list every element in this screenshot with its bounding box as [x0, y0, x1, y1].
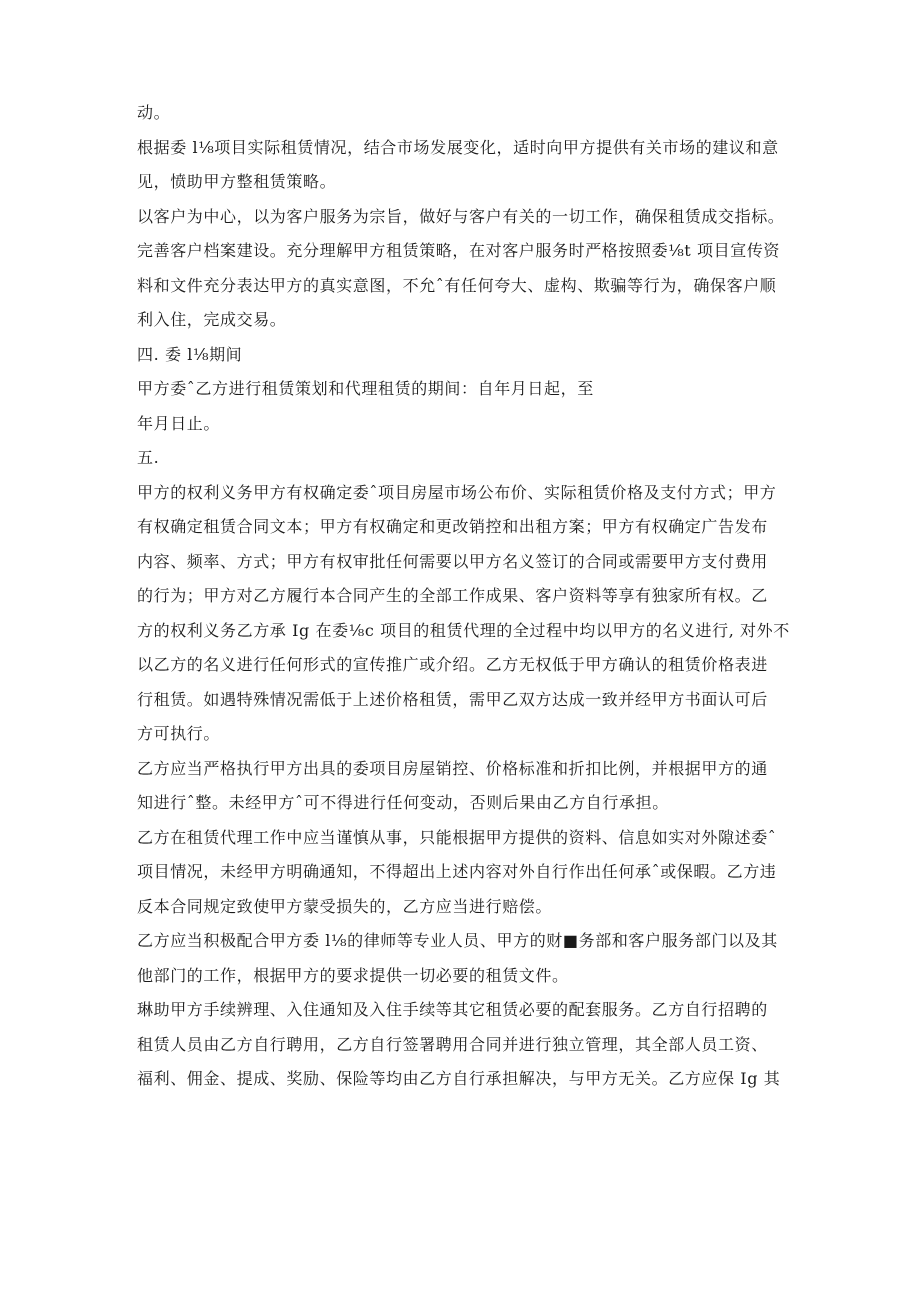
text-line: 知进行ˆ整。未经甲方ˆ可不得进行任何变动，否则后果由乙方自行承担。 [137, 793, 669, 812]
text-line: 甲方委ˆ乙方进行租赁策划和代理租赁的期间：自年月日起，至 [137, 379, 594, 398]
section-heading: 四. 委 l⅛期间 [137, 344, 243, 364]
text-line: 方可执行。 [137, 724, 221, 743]
text-line: 完善客户档案建设。充分理解甲方租赁策略，在对客户服务时严格按照委⅛t 项目宣传资 [137, 241, 781, 260]
document-body [137, 96, 797, 1097]
text-line: 内容、频率、方式；甲方有权审批任何需要以甲方名义签订的合同或需要甲方支付费用 [137, 551, 768, 571]
text-line: 项目情况，未经甲方明确通知，不得超出上述内容对外自行作出任何承ˆ或保暇。乙方违 [137, 862, 777, 881]
text-line: 年月日止。 [137, 413, 221, 433]
text-line: 行租赁。如遇特殊情况需低于上述价格租赁，需甲乙双方达成一致并经甲方书面认可后 [137, 689, 768, 709]
text-line: 利入住，完成交易。 [137, 310, 287, 329]
text-line: 他部门的工作，根据甲方的要求提供一切必要的租赁文件。 [137, 965, 569, 985]
text-line: 甲方的权利义务甲方有权确定委ˆ项目房屋市场公布价、实际租赁价格及支付方式；甲方 [137, 482, 777, 502]
text-line: 的行为；甲方对乙方履行本合同产生的全部工作成果、客户资料等享有独家所有权。乙 [137, 586, 768, 605]
text-line: 见，愤助甲方整租赁策略。 [137, 172, 337, 191]
text-line: 方的权利义务乙方承 Ig 在委⅛c 项目的租赁代理的全过程中均以甲方的名义进行, 对外不 [137, 620, 790, 640]
text-line: 动。 [137, 103, 171, 122]
section-heading: 五. [137, 448, 160, 467]
text-line: 根据委 l⅛项目实际租赁情况，结合市场发展变化，适时向甲方提供有关市场的建议和意 [137, 137, 779, 157]
text-line: 租赁人员由乙方自行聘用，乙方自行签署聘用合同并进行独立管理，其全部人员工资、 [137, 1034, 768, 1054]
text-line: 乙方应当积极配合甲方委 l⅛的律师等专业人员、甲方的财■务部和客户服务部门以及其 [137, 931, 778, 950]
text-line: 以客户为中心，以为客户服务为宗旨，做好与客户有关的一切工作，确保租赁成交指标。 [137, 206, 785, 226]
text-line: 乙方应当严格执行甲方出具的委项目房屋销控、价格标准和折扣比例，并根据甲方的通 [137, 758, 768, 778]
text-line: 以乙方的名义进行任何形式的宣传推广或介绍。乙方无权低于甲方确认的租赁价格表进 [137, 655, 768, 674]
text-line: 料和文件充分表达甲方的真实意图，不允ˆ有任何夸大、虚构、欺骗等行为，确保客户顺 [137, 275, 777, 295]
text-line: 有权确定租赁合同文本；甲方有权确定和更改销控和出租方案；甲方有权确定广告发布 [137, 517, 768, 536]
text-line: 福利、佣金、提成、奖励、保险等均由乙方自行承担解决，与甲方无关。乙方应保 Ig 其 [137, 1069, 781, 1088]
text-line: 乙方在租赁代理工作中应当谨慎从事，只能根据甲方提供的资料、信息如实对外隙述委ˆ [137, 827, 777, 847]
text-line: 琳助甲方手续辨理、入住通知及入住手续等其它租赁必要的配套服务。乙方自行招聘的 [137, 1000, 768, 1019]
text-line: 反本合同规定致使甲方蒙受损失的，乙方应当进行赔偿。 [137, 896, 553, 916]
